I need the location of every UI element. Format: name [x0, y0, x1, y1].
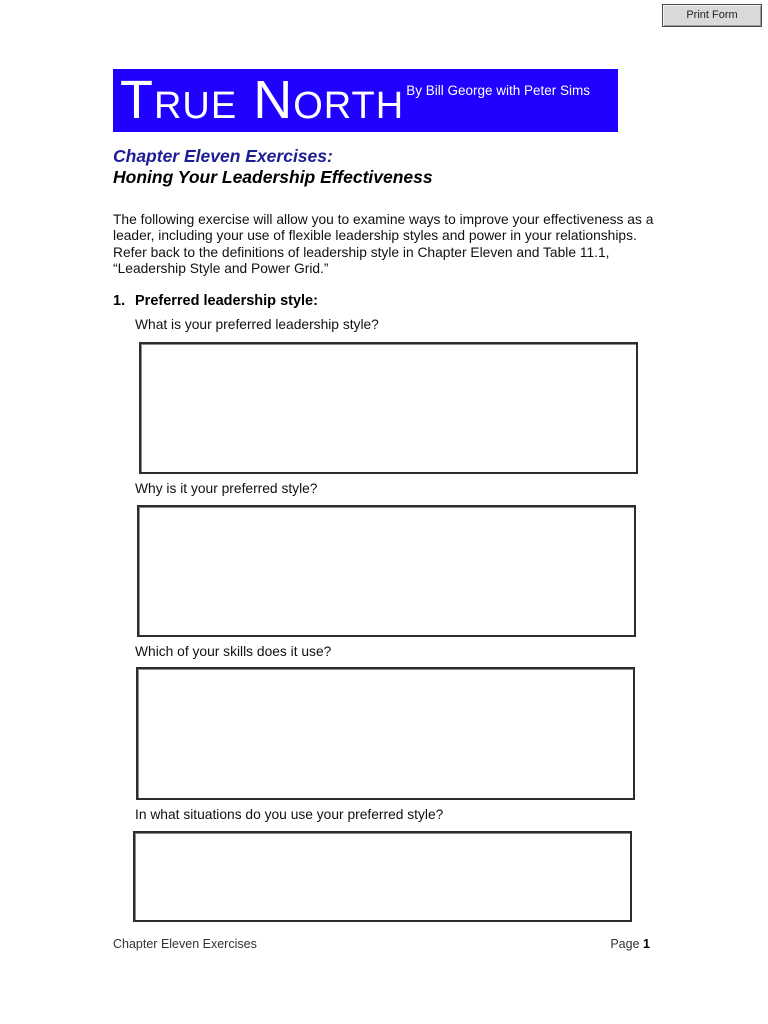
intro-line: “Leadership Style and Power Grid.” — [113, 260, 329, 276]
intro-line: Refer back to the definitions of leadership style in Chapter Eleven and Table 11.1, — [113, 244, 610, 260]
section-title: Preferred leadership style: — [135, 293, 318, 309]
answer-field-preferred-style[interactable] — [139, 342, 638, 474]
intro-line: The following exercise will allow you to examine ways to improve your effectiveness as a — [113, 212, 654, 227]
chapter-subtitle: Honing Your Leadership Effectiveness — [113, 167, 433, 187]
footer-chapter-label: Chapter Eleven Exercises — [113, 937, 257, 951]
page-number: 1 — [643, 937, 650, 951]
page-label: Page — [610, 937, 640, 951]
section-heading — [113, 293, 318, 310]
book-title: True North — [120, 70, 405, 130]
intro-line: leader, including your use of flexible leadership styles and power in your relationships. — [113, 228, 637, 244]
intro-paragraph — [113, 212, 653, 277]
answer-field-why-preferred[interactable] — [137, 505, 636, 637]
answer-field-skills-used[interactable] — [136, 667, 635, 800]
question-prompt-skills-used: Which of your skills does it use? — [135, 644, 332, 659]
question-prompt-why-preferred: Why is it your preferred style? — [135, 481, 318, 496]
book-byline: By Bill George with Peter Sims — [406, 83, 590, 98]
question-prompt-situations: In what situations do you use your preferred style? — [135, 807, 444, 822]
chapter-heading — [113, 146, 433, 188]
answer-field-situations[interactable] — [133, 831, 632, 922]
print-form-button[interactable]: Print Form — [662, 4, 762, 27]
section-number: 1. — [113, 293, 126, 309]
chapter-title: Chapter Eleven Exercises: — [113, 146, 333, 166]
book-banner — [113, 69, 618, 132]
question-prompt-preferred-style: What is your preferred leadership style? — [135, 317, 379, 332]
page-indicator — [610, 937, 650, 952]
